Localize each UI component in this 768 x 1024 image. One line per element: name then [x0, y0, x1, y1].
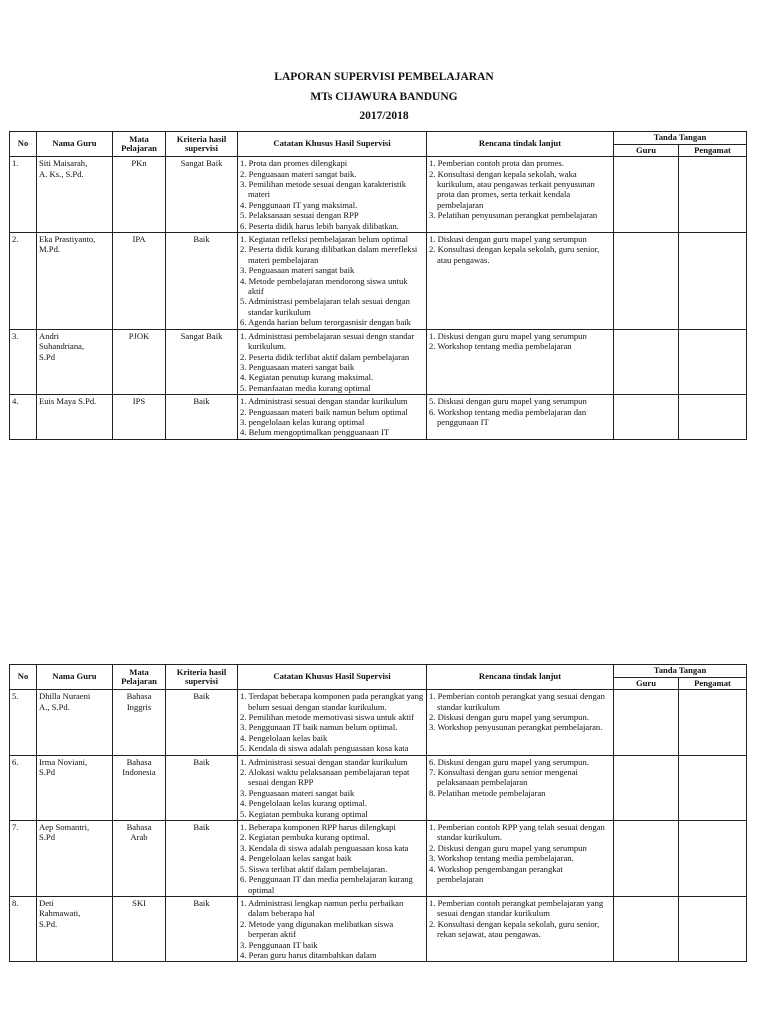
list-item: 6. Workshop tentang media pembelajaran dan penggunaan IT [429, 406, 587, 427]
list-item: 8. Pelatihan metode pembelajaran [429, 787, 546, 798]
list-item: 2. Kegiatan pembuka kurang optimal. [240, 832, 370, 843]
header-rencana: Rencana tindak lanjut [427, 665, 614, 690]
table-row [10, 755, 747, 820]
header-mata-pelajaran: Mata Pelajaran [113, 665, 166, 690]
rencana-list [429, 691, 611, 733]
list-item: 1. Pemberian contoh perangkat yang sesuai dengan standar kurikulum [429, 691, 605, 712]
list-item: 3. pengelolaan kelas kurang optimal [240, 416, 365, 427]
cell-kriteria: Sangat Baik [166, 329, 238, 394]
catatan-list [240, 396, 424, 438]
cell-kriteria: Baik [166, 821, 238, 897]
list-item: 2. Pemilihan metode memotivasi siswa untuk aktif [240, 712, 414, 722]
list-item: 4. Pengelolaan kelas baik [240, 732, 328, 743]
header-pengamat: Pengamat [679, 144, 747, 157]
list-item: 3. Kendala di siswa adalah penguasaan kosa kata [240, 842, 409, 853]
cell-no: 8. [10, 896, 37, 961]
list-item: 3. Penguasaan materi sangat baik [240, 787, 355, 798]
cell-no: 6. [10, 755, 37, 820]
list-item: 4. Metode pembelajaran mendorong siswa untuk aktif [240, 275, 408, 297]
cell-signature-pengamat [679, 329, 747, 394]
cell-signature-pengamat [679, 690, 747, 755]
cell-mata-pelajaran: Bahasa Indonesia [113, 755, 166, 820]
cell-catatan [238, 395, 427, 440]
list-item: 1. Pemberian contoh prota dan promes. [429, 158, 564, 169]
cell-signature-guru [614, 233, 679, 330]
rencana-list [429, 331, 611, 352]
catatan-list [240, 822, 424, 895]
list-item: 1. Diskusi dengan guru mapel yang serumpun [429, 330, 587, 341]
cell-mata-pelajaran: SKI [113, 896, 166, 961]
list-item: 1. Administrasi pembelajaran sesuai dengn standar kurikulum. [240, 330, 415, 352]
list-item: 4. Pengelolaan kelas kurang optimal. [240, 798, 367, 809]
list-item: 1. Terdapat beberapa komponen pada perangkat yang belum sesuai dengan standar kurikulum. [240, 691, 424, 712]
cell-mata-pelajaran: PKn [113, 157, 166, 233]
supervision-table-1 [9, 131, 747, 440]
cell-signature-guru [614, 896, 679, 961]
list-item: 3. Penguasaan materi sangat baik [240, 265, 355, 276]
table-row [10, 690, 747, 755]
title-line-1: LAPORAN SUPERVISI PEMBELAJARAN [274, 71, 494, 83]
list-item: 6. Diskusi dengan guru mapel yang serumpun. [429, 756, 589, 767]
cell-kriteria: Baik [166, 755, 238, 820]
list-item: 3. Workshop tentang media pembelajaran. [429, 853, 574, 864]
header-guru: Guru [614, 677, 679, 690]
list-item: 5. Administrasi pembelajaran telah sesuai dengan standar kurikulum [240, 296, 410, 317]
header-nama-guru: Nama Guru [37, 132, 113, 157]
list-item: 4. Kegiatan penutup kurang maksimal. [240, 372, 374, 383]
list-item: 3. Penggunaan IT baik [240, 939, 318, 950]
cell-catatan [238, 896, 427, 961]
cell-catatan [238, 329, 427, 394]
header-no: No [10, 132, 37, 157]
list-item: 1. Administrasi lengkap namun perlu perbaikan dalam beberapa hal [240, 897, 404, 919]
catatan-list [240, 331, 424, 393]
header-nama-guru: Nama Guru [37, 665, 113, 690]
cell-nama-guru: Deti Rahmawati, S.Pd. [37, 896, 113, 961]
cell-no: 3. [10, 329, 37, 394]
cell-nama-guru: Eka Prastiyanto, M.Pd. [37, 233, 113, 330]
cell-signature-pengamat [679, 395, 747, 440]
cell-nama-guru: Andri Suhandriana, S.Pd [37, 329, 113, 394]
list-item: 2. Penguasaan materi sangat baik. [240, 168, 357, 179]
cell-rencana [427, 690, 614, 755]
catatan-list [240, 898, 424, 960]
list-item: 4. Peran guru harus ditambahkan dalam [240, 949, 377, 960]
list-item: 3. Penggunaan IT baik namun belum optimal. [240, 722, 398, 733]
rencana-list [429, 234, 611, 265]
header-kriteria: Kriteria hasil supervisi [166, 132, 238, 157]
list-item: 3. Workshop penyusunan perangkat pembelajaran. [429, 722, 603, 733]
table-body [10, 157, 747, 440]
cell-rencana [427, 896, 614, 961]
cell-no: 2. [10, 233, 37, 330]
catatan-list [240, 158, 424, 231]
header-mata-pelajaran: Mata Pelajaran [113, 132, 166, 157]
list-item: 7. Konsultasi dengan guru senior mengenai pelaksanaan pembelajaran [429, 767, 578, 788]
list-item: 3. Penguasaan materi sangat baik [240, 361, 355, 372]
cell-nama-guru: Euis Maya S.Pd. [37, 395, 113, 440]
list-item: 2. Diskusi dengan guru mapel yang serumpun. [429, 712, 589, 722]
list-item: 1. Administrasi sesuai dengan standar kurikulum [240, 756, 408, 767]
cell-mata-pelajaran: Bahasa Inggris [113, 690, 166, 755]
cell-catatan [238, 821, 427, 897]
list-item: 4. Pengelolaan kelas sangat baik [240, 853, 352, 864]
cell-mata-pelajaran: PJOK [113, 329, 166, 394]
table-row [10, 896, 747, 961]
cell-kriteria: Baik [166, 896, 238, 961]
title-line-2: MTs CIJAWURA BANDUNG [310, 90, 458, 103]
list-item: 2. Konsultasi dengan kepala sekolah, waka kurikulum, atau pengawas terkait penyusunan prota dan promes, serta terkait kendala pembelajaran [429, 168, 595, 210]
cell-nama-guru: Aep Somantri, S.Pd [37, 821, 113, 897]
list-item: 2. Workshop tentang media pembelajaran [429, 341, 572, 352]
cell-signature-guru [614, 157, 679, 233]
list-item: 4. Penggunaan IT yang maksimal. [240, 199, 358, 210]
list-item: 2. Konsultasi dengan kepala sekolah, guru senior, atau pengawas. [429, 244, 600, 265]
cell-no: 7. [10, 821, 37, 897]
cell-no: 4. [10, 395, 37, 440]
cell-rencana [427, 395, 614, 440]
catatan-list [240, 757, 424, 819]
cell-catatan [238, 233, 427, 330]
cell-signature-guru [614, 329, 679, 394]
list-item: 1. Diskusi dengan guru mapel yang serumpun [429, 234, 587, 245]
header-guru: Guru [614, 144, 679, 157]
title-line-3: 2017/2018 [359, 110, 409, 122]
cell-nama-guru: Dhilla Nuraeni A., S.Pd. [37, 690, 113, 755]
cell-nama-guru: Irma Noviani, S.Pd [37, 755, 113, 820]
catatan-list [240, 691, 424, 753]
list-item: 3. Pemilihan metode sesuai dengan karakteristik materi [240, 179, 407, 200]
list-item: 2. Penguasaan materi baik namun belum optimal [240, 406, 408, 417]
rencana-list [429, 822, 611, 884]
list-item: 2. Alokasi waktu pelaksanaan pembelajaran tepat sesuai dengan RPP [240, 767, 410, 788]
cell-signature-pengamat [679, 157, 747, 233]
table-row [10, 821, 747, 897]
cell-rencana [427, 157, 614, 233]
catatan-list [240, 234, 424, 328]
table-body [10, 690, 747, 962]
table-row [10, 395, 747, 440]
rencana-list [429, 158, 611, 220]
cell-rencana [427, 329, 614, 394]
cell-no: 1. [10, 157, 37, 233]
list-item: 6. Peserta didik harus lebih banyak dilibatkan. [240, 220, 399, 231]
cell-signature-pengamat [679, 896, 747, 961]
cell-signature-pengamat [679, 755, 747, 820]
list-item: 1. Prota dan promes dilengkapi [240, 158, 348, 169]
table-row [10, 329, 747, 394]
cell-signature-guru [614, 395, 679, 440]
header-kriteria: Kriteria hasil supervisi [166, 665, 238, 690]
list-item: 5. Kegiatan pembuka kurang optimal [240, 808, 368, 819]
header-tanda-tangan: Tanda Tangan [614, 665, 747, 678]
list-item: 5. Kendala di siswa adalah penguasaan kosa kata [240, 743, 409, 754]
list-item: 1. Administrasi sesuai dengan standar kurikulum [240, 396, 408, 407]
cell-signature-pengamat [679, 233, 747, 330]
header-pengamat: Pengamat [679, 677, 747, 690]
list-item: 5. Diskusi dengan guru mapel yang serumpun [429, 396, 587, 407]
table-header [10, 665, 747, 690]
list-item: 3. Pelatihan penyusunan perangkat pembelajaran [429, 210, 598, 221]
cell-nama-guru: Siti Maisarah, A. Ks., S.Pd. [37, 157, 113, 233]
cell-no: 5. [10, 690, 37, 755]
list-item: 2. Peserta didik kurang dilibatkan dalam merefleksi materi pembelajaran [240, 244, 418, 265]
cell-rencana [427, 821, 614, 897]
rencana-list [429, 757, 611, 799]
list-item: 2. Metode yang digunakan melibatkan siswa berperan aktif [240, 918, 394, 940]
list-item: 2. Peserta didik terlibat aktif dalam pembelajaran [240, 351, 410, 362]
table-row [10, 157, 747, 233]
cell-mata-pelajaran: IPS [113, 395, 166, 440]
report-title [0, 68, 768, 127]
cell-signature-guru [614, 821, 679, 897]
table-header [10, 132, 747, 157]
list-item: 5. Pelaksanaan sesuai dengan RPP [240, 210, 359, 221]
list-item: 2. Diskusi dengan guru mapel yang serumpun [429, 842, 587, 853]
list-item: 6. Penggunaan IT dan media pembelajaran kurang optimal [240, 874, 413, 895]
cell-rencana [427, 233, 614, 330]
header-catatan: Catatan Khusus Hasil Supervisi [238, 132, 427, 157]
list-item: 1. Beberapa komponen RPP harus dilengkapi [240, 822, 396, 833]
cell-signature-guru [614, 755, 679, 820]
cell-kriteria: Sangat Baik [166, 157, 238, 233]
cell-signature-pengamat [679, 821, 747, 897]
list-item: 6. Agenda harian belum terorgasnisir dengan baik [240, 317, 411, 328]
cell-signature-guru [614, 690, 679, 755]
cell-catatan [238, 690, 427, 755]
list-item: 4. Belum mengoptimalkan pengguanaan IT [240, 427, 390, 438]
list-item: 1. Kegiatan refleksi pembelajaran belum optimal [240, 234, 408, 245]
header-no: No [10, 665, 37, 690]
list-item: 4. Workshop pengembangan perangkat pembelajaran [429, 863, 563, 885]
list-item: 5. Siswa terlibat aktif dalam pembelajaran. [240, 863, 388, 874]
cell-kriteria: Baik [166, 233, 238, 330]
list-item: 1. Pemberian contoh RPP yang telah sesuai dengan standar kurikulum. [429, 822, 605, 843]
cell-kriteria: Baik [166, 690, 238, 755]
list-item: 2. Konsultasi dengan kepala sekolah, guru senior, rekan sejawat, atau pengawas. [429, 918, 600, 940]
cell-mata-pelajaran: IPA [113, 233, 166, 330]
cell-rencana [427, 755, 614, 820]
cell-kriteria: Baik [166, 395, 238, 440]
header-rencana: Rencana tindak lanjut [427, 132, 614, 157]
supervision-table-2 [9, 664, 747, 962]
table-row [10, 233, 747, 330]
header-catatan: Catatan Khusus Hasil Supervisi [238, 665, 427, 690]
cell-mata-pelajaran: Bahasa Arab [113, 821, 166, 897]
rencana-list [429, 898, 611, 940]
rencana-list [429, 396, 611, 427]
list-item: 5. Pemanfaatan media kurang optimal [240, 382, 371, 393]
cell-catatan [238, 755, 427, 820]
cell-catatan [238, 157, 427, 233]
header-tanda-tangan: Tanda Tangan [614, 132, 747, 145]
list-item: 1. Pemberian contoh perangkat pembelajaran yang sesuai dengan standar kurikulum [429, 897, 604, 919]
